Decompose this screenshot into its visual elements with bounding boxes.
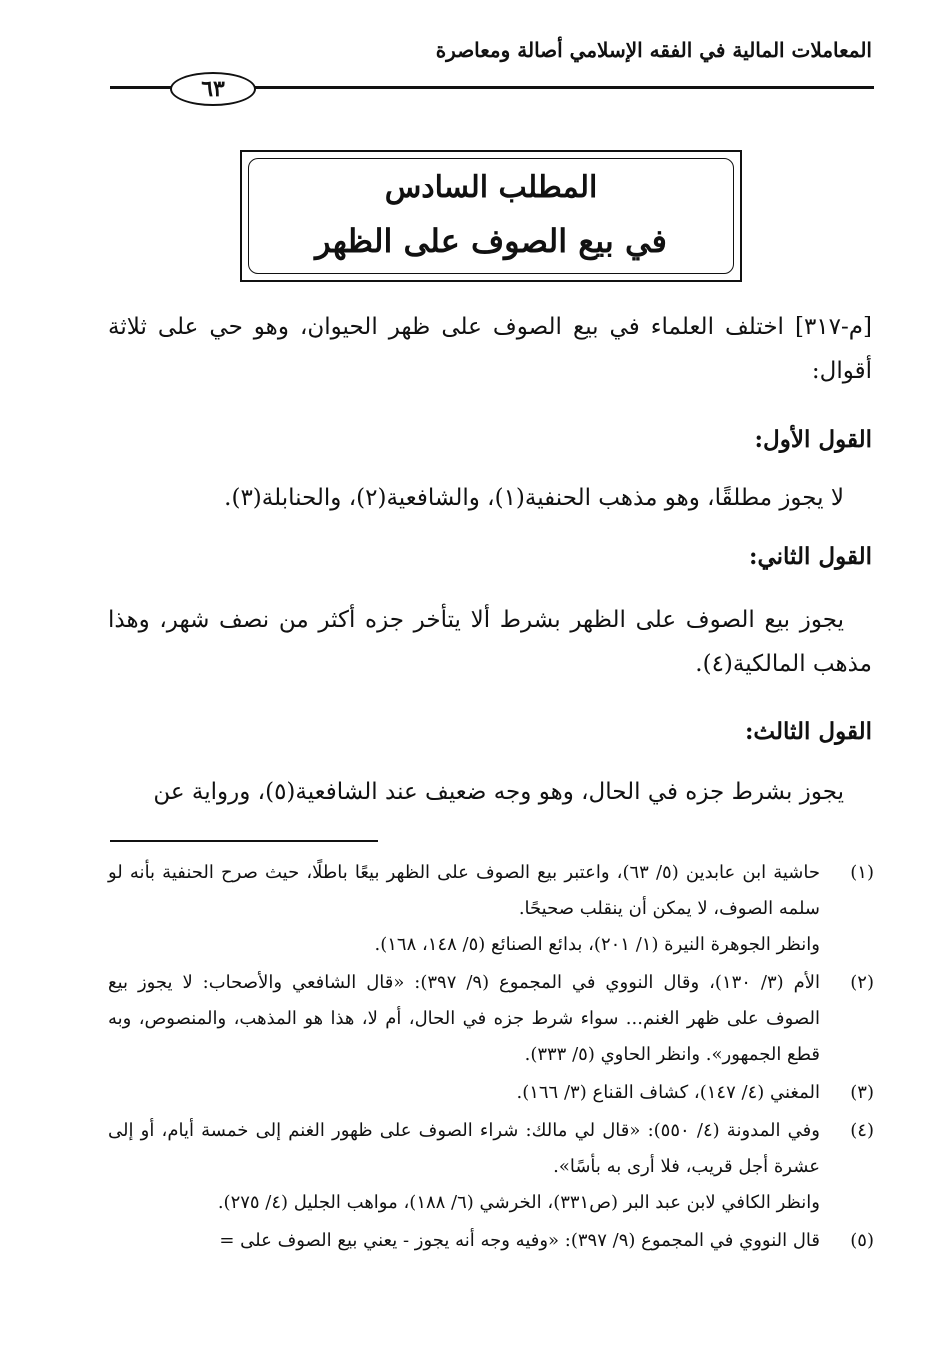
section-title-box xyxy=(240,150,742,282)
footnote-line: وانظر الكافي لابن عبد البر (ص٣٣١)، الخرشي (٦/ ١٨٨)، مواهب الجليل (٤/ ٢٧٥). xyxy=(217,1192,820,1213)
second-opinion-text: يجوز بيع الصوف على الظهر بشرط ألا يتأخر جزه أكثر من نصف شهر، وهذا مذهب المالكية(٤). xyxy=(108,607,872,677)
footnote-line: الأم (٣/ ١٣٠)، وقال النووي في المجموع (٩/ ٣٩٧): «قال الشافعي والأصحاب: لا يجوز بيع الصوف على ظهر الغنم... سواء شرط جزه في الحال، أم لا، هذا هو المذهب، والمنصوص، وبه قطع الجمهور». وانظر الحاوي (٥/ ٣٣٣). xyxy=(108,972,821,1065)
page-number: ٦٣ xyxy=(170,72,256,106)
footnote-3 xyxy=(108,1075,874,1111)
footnote-line: المغني (٤/ ١٤٧)، كشاف القناع (٣/ ١٦٦). xyxy=(516,1082,820,1103)
footnote-number: (٥) xyxy=(850,1230,874,1251)
footnote-line: وانظر الجوهرة النيرة (١/ ٢٠١)، بدائع الصنائع (٥/ ١٤٨، ١٦٨). xyxy=(374,934,820,955)
third-opinion-text: يجوز بشرط جزه في الحال، وهو وجه ضعيف عند الشافعية(٥)، ورواية عن xyxy=(153,779,844,805)
first-opinion-text: لا يجوز مطلقًا، وهو مذهب الحنفية(١)، والشافعية(٢)، والحنابلة(٣). xyxy=(224,485,844,511)
running-header: المعاملات المالية في الفقه الإسلامي أصالة ومعاصرة xyxy=(435,38,872,62)
footnote-number: (١) xyxy=(850,862,874,883)
footnote-text xyxy=(108,1223,820,1259)
third-opinion-heading: القول الثالث: xyxy=(744,718,872,745)
section-title-line2: في بيع الصوف على الظهر xyxy=(315,222,667,260)
footnote-text xyxy=(108,965,820,1073)
footnote-number: (٤) xyxy=(850,1120,874,1141)
footnote-number: (٣) xyxy=(850,1082,874,1103)
footnote-line: وفي المدونة (٤/ ٥٥٠): «قال لي مالك: شراء الصوف على ظهور الغنم إلى خمسة أيام، أو إلى عشرة أجل قريب، فلا أرى به بأسًا». xyxy=(108,1120,820,1177)
footnote-line: حاشية ابن عابدين (٥/ ٦٣)، واعتبر بيع الصوف على الظهر بيعًا باطلًا، حيث صرح الحنفية بأنه لو سلمه الصوف، لا يمكن أن ينقلب صحيحًا. xyxy=(108,862,820,919)
footnote-5 xyxy=(108,1223,874,1259)
footnote-2 xyxy=(108,965,874,1073)
footnote-text xyxy=(108,1113,820,1221)
footnote-separator xyxy=(110,840,378,842)
second-opinion-heading: القول الثاني: xyxy=(748,543,872,570)
footnotes xyxy=(108,855,874,1261)
footnote-4 xyxy=(108,1113,874,1221)
footnote-1 xyxy=(108,855,874,963)
footnote-text xyxy=(108,1075,820,1111)
footnote-number: (٢) xyxy=(850,972,874,993)
section-title-line1: المطلب السادس xyxy=(384,170,598,205)
footnote-text xyxy=(108,855,820,963)
intro-paragraph: [م-٣١٧] اختلف العلماء في بيع الصوف على ظهر الحيوان، وهو حي على ثلاثة أقوال: xyxy=(108,314,872,384)
first-opinion-heading: القول الأول: xyxy=(754,426,872,453)
footnote-line: قال النووي في المجموع (٩/ ٣٩٧): «وفيه وجه أنه يجوز - يعني بيع الصوف على = xyxy=(219,1230,820,1251)
